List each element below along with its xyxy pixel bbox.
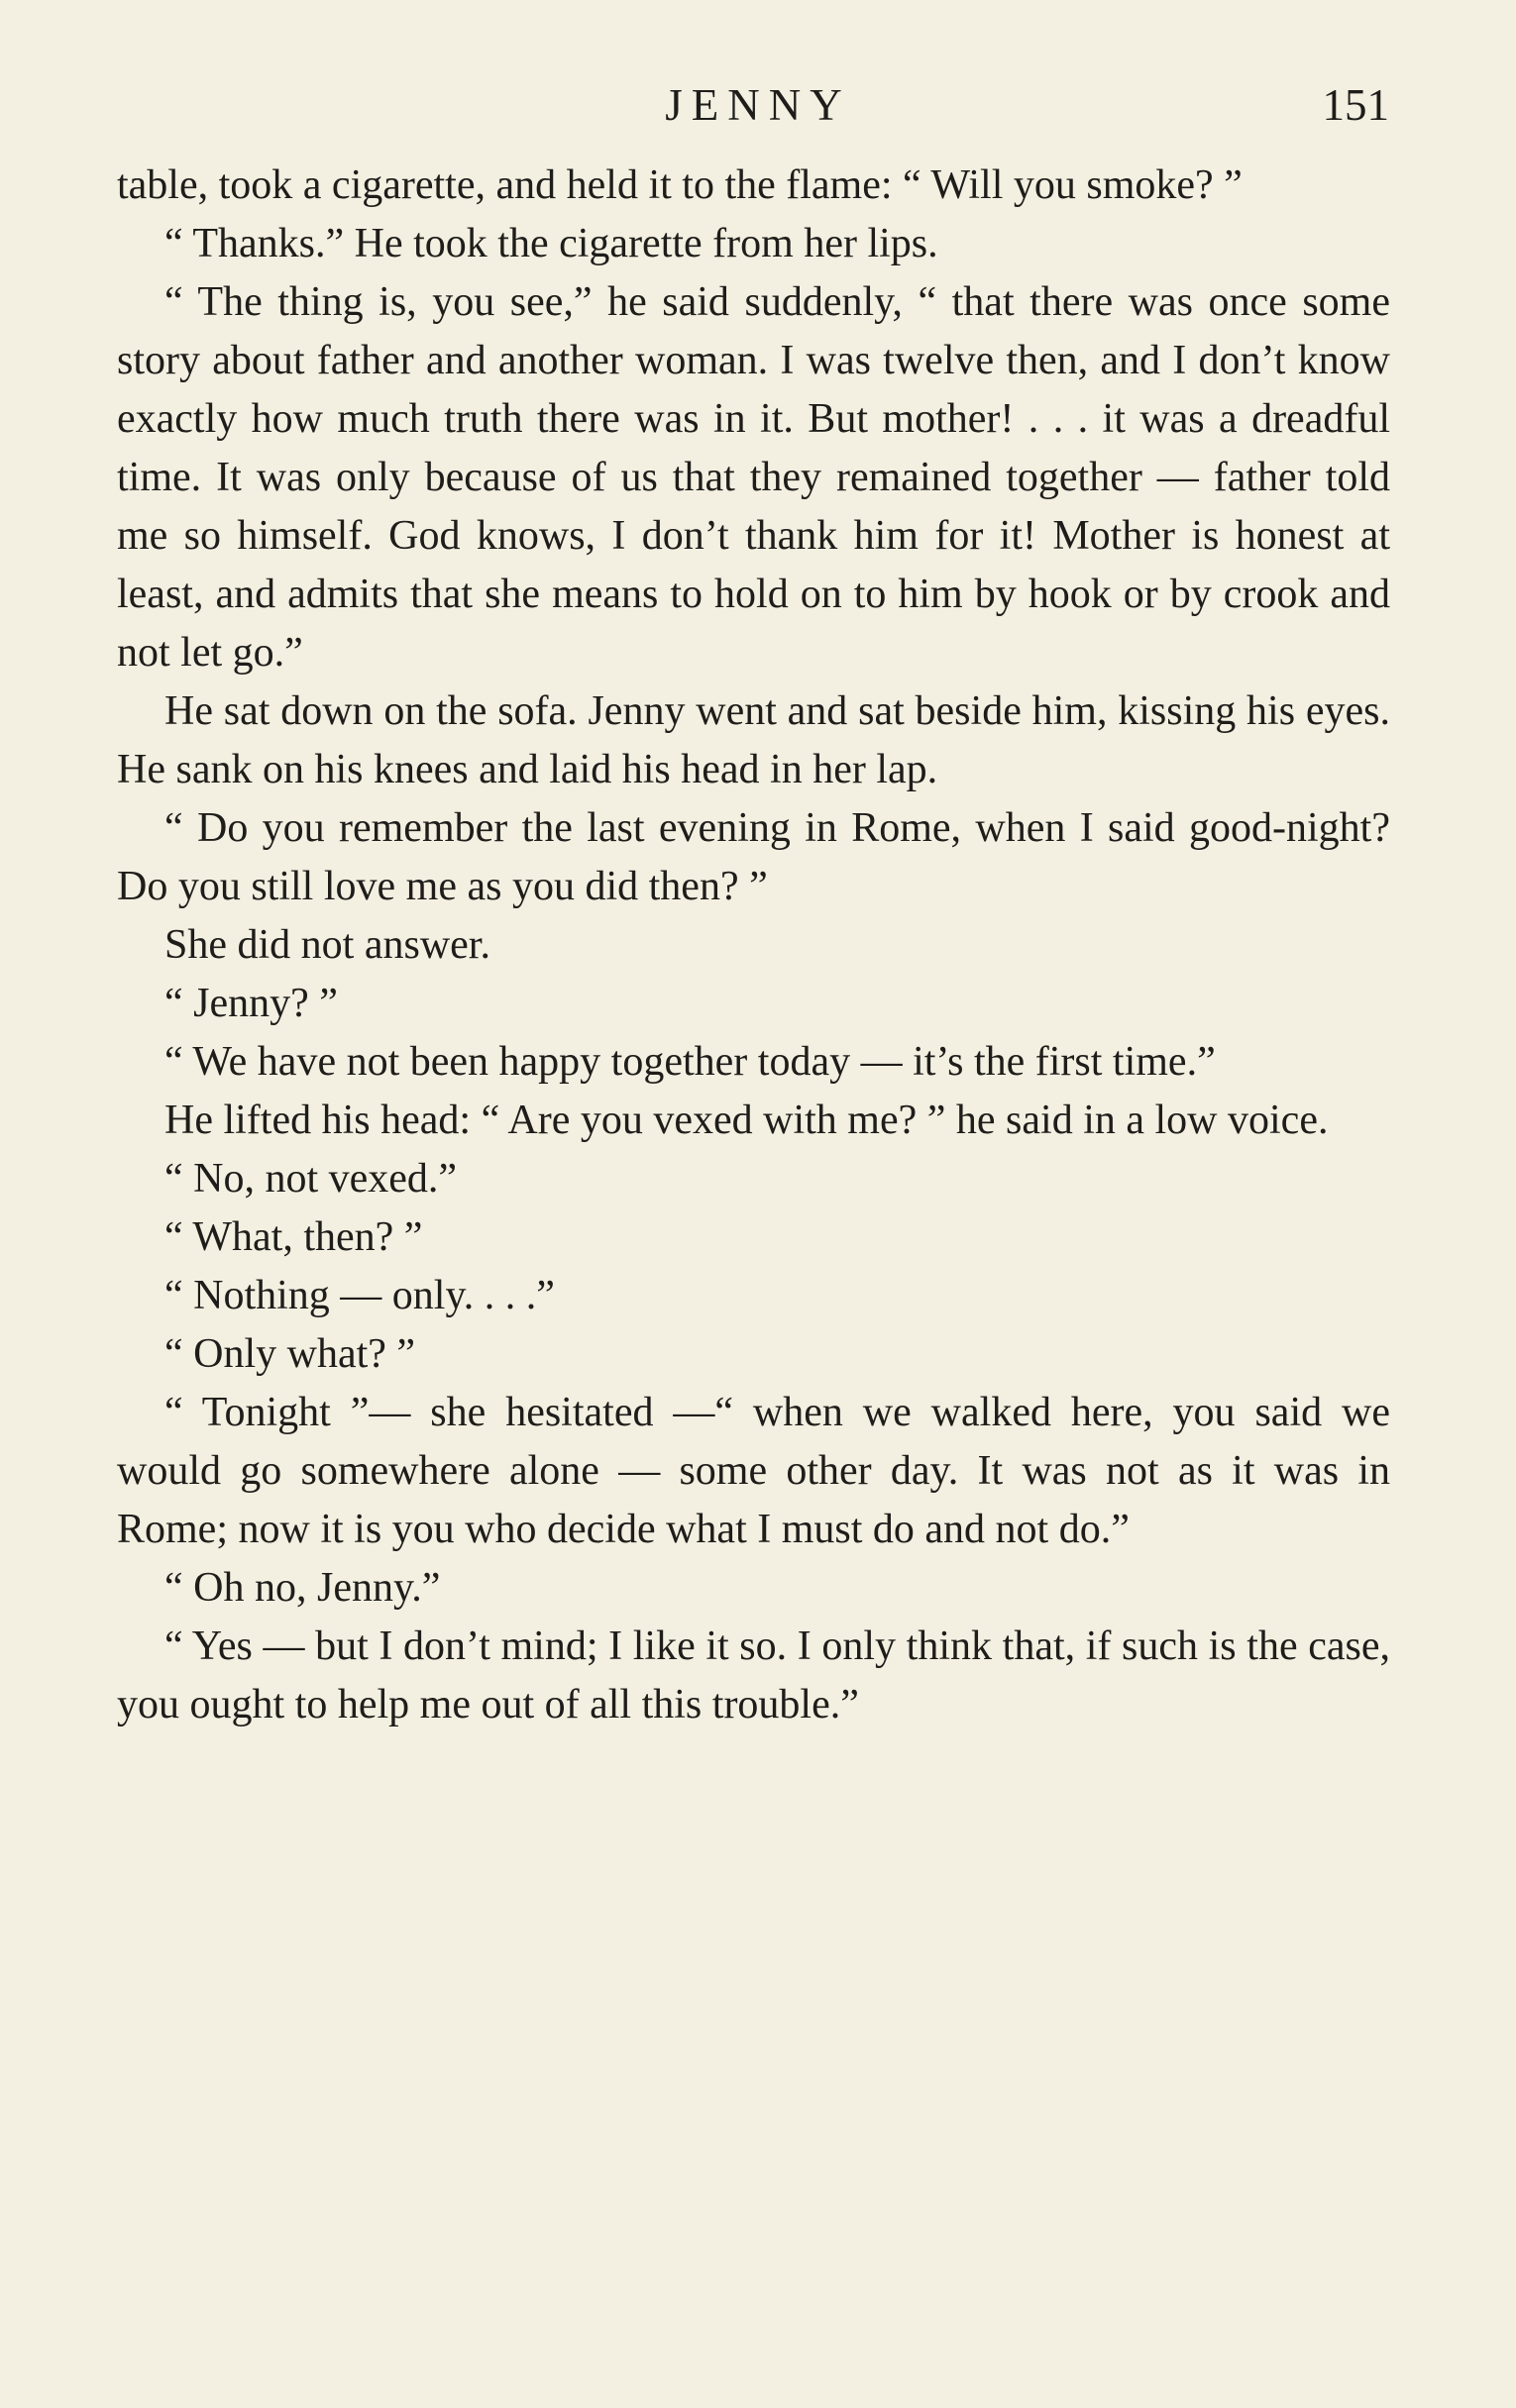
paragraph: “ Jenny? ” <box>164 981 338 1026</box>
paragraph: “ Tonight ”— she hesitated —“ when we walked here, you said we would go somewhere alone — some other day. It was not as it was in Rome; now it is you who decide what I must do and not do.” <box>117 1390 1390 1552</box>
body-text <box>117 157 1390 1734</box>
paragraph: He lifted his head: “ Are you vexed with me? ” he said in a low voice. <box>164 1098 1329 1143</box>
paragraph: “ Thanks.” He took the cigarette from her lips. <box>164 221 938 266</box>
paragraph: “ Only what? ” <box>164 1331 416 1377</box>
page-number: 151 <box>1322 80 1389 130</box>
paragraph: “ Nothing — only. . . .” <box>164 1273 555 1318</box>
paragraph: He sat down on the sofa. Jenny went and sat beside him, kissing his eyes. He sank on his knees and laid his head in her lap. <box>117 688 1390 792</box>
running-title: JENNY <box>665 80 851 130</box>
paragraph: “ The thing is, you see,” he said suddenly, “ that there was once some story about father and another woman. I was twelve then, and I don’t know exactly how much truth there was in it. But mother! . . . it was a dreadful time. It was only because of us that they remained together — father told me so himself. God knows, I don’t thank him for it! Mother is honest at least, and admits that she means to hold on to him by hook or by crook and not let go.” <box>117 279 1390 676</box>
paragraph: “ Oh no, Jenny.” <box>164 1565 441 1611</box>
paragraph: table, took a cigarette, and held it to the flame: “ Will you smoke? ” <box>117 162 1243 208</box>
running-head <box>0 75 1516 135</box>
paragraph: “ Do you remember the last evening in Rome, when I said good-night? Do you still love me as you did then? ” <box>117 805 1390 909</box>
paragraph: “ What, then? ” <box>164 1214 423 1260</box>
paragraph: “ No, not vexed.” <box>164 1156 458 1202</box>
paragraph: “ We have not been happy together today — it’s the first time.” <box>164 1039 1216 1085</box>
paragraph: She did not answer. <box>164 922 490 968</box>
paragraph: “ Yes — but I don’t mind; I like it so. I only think that, if such is the case, you ought to help me out of all this trouble.” <box>117 1623 1390 1727</box>
